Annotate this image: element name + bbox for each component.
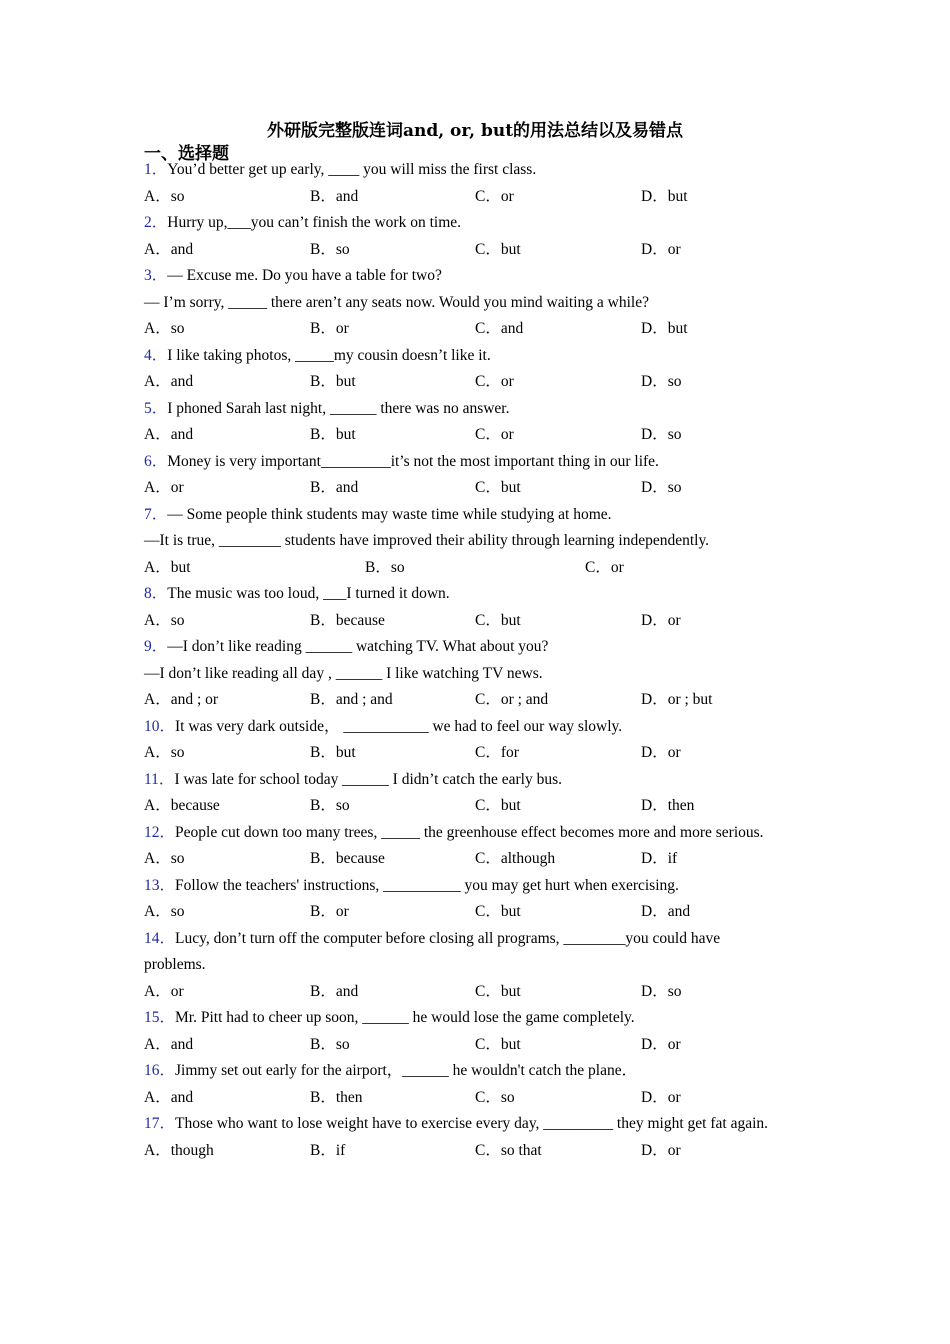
answer-option-a[interactable]: A．or <box>144 982 184 1000</box>
answer-option-c[interactable]: C．although <box>475 850 556 867</box>
answer-option-a[interactable]: A．so <box>144 744 185 761</box>
question-stem <box>144 714 784 741</box>
question-text: I like taking photos, _____my cousin doesn’t like it. <box>167 346 491 364</box>
question-stem <box>144 1111 784 1138</box>
answer-option-a[interactable]: A．or <box>144 479 184 496</box>
question-number: 3． <box>144 267 168 284</box>
question-list <box>144 157 784 1164</box>
answer-option-b[interactable]: B．but <box>310 744 356 761</box>
answer-option-b[interactable]: B．so <box>365 558 405 576</box>
question-stem <box>144 157 784 184</box>
answer-options <box>144 369 784 396</box>
question-stem <box>144 873 784 900</box>
question-text: I phoned Sarah last night, ______ there was no answer. <box>167 399 510 417</box>
answer-option-d[interactable]: D．if <box>641 850 678 867</box>
answer-option-b[interactable]: B．or <box>310 320 349 337</box>
question-number: 7． <box>144 505 168 523</box>
answer-option-c[interactable]: C．but <box>475 611 521 629</box>
question-item <box>144 714 784 767</box>
question-item <box>144 634 784 714</box>
question-stem <box>144 820 784 847</box>
question-number: 10． <box>144 717 176 735</box>
question-number: 13． <box>144 876 176 894</box>
answer-options <box>144 793 784 820</box>
question-stem <box>144 767 784 794</box>
question-text: —It is true, ________ students have improved their ability through learning independently. <box>144 532 710 549</box>
answer-option-d[interactable]: D．but <box>641 320 688 337</box>
answer-option-b[interactable]: B．because <box>310 611 385 629</box>
document-title: 外研版完整版连词and, or, but的用法总结以及易错点 <box>266 121 684 141</box>
answer-option-d[interactable]: D．and <box>641 903 691 920</box>
answer-option-b[interactable]: B．but <box>310 426 356 443</box>
answer-option-c[interactable]: C．so <box>475 1088 515 1106</box>
answer-options <box>144 475 784 502</box>
question-item <box>144 343 784 396</box>
question-item <box>144 581 784 634</box>
answer-options <box>144 740 784 767</box>
question-text: Lucy, don’t turn off the computer before closing all programs, ________you could have problems. <box>144 929 721 973</box>
answer-option-d[interactable]: D．or <box>641 240 681 258</box>
answer-option-a[interactable]: A．so <box>144 187 185 205</box>
answer-option-d[interactable]: D．or <box>641 1035 681 1053</box>
question-item <box>144 1111 784 1164</box>
question-text: Hurry up,___you can’t finish the work on time. <box>167 214 462 231</box>
question-item <box>144 502 784 582</box>
answer-option-d[interactable]: D．or <box>641 1088 681 1106</box>
answer-option-d[interactable]: D．then <box>641 797 695 814</box>
answer-option-a[interactable]: A．though <box>144 1141 214 1159</box>
question-text: Those who want to lose weight have to exercise every day, _________ they might get fat again. <box>175 1115 769 1132</box>
question-text: —I don’t like reading all day , ______ I like watching TV news. <box>144 664 543 682</box>
question-number: 6． <box>144 452 168 470</box>
answer-option-d[interactable]: D．or <box>641 611 681 629</box>
answer-options <box>144 979 784 1006</box>
question-item <box>144 396 784 449</box>
question-dialogue-line <box>144 528 784 555</box>
answer-options <box>144 846 784 873</box>
answer-option-d[interactable]: D．or ; but <box>641 691 713 708</box>
answer-option-c[interactable]: C．but <box>475 1035 521 1053</box>
question-item <box>144 926 784 1006</box>
answer-option-a[interactable]: A．and ; or <box>144 691 219 708</box>
answer-options <box>144 422 784 449</box>
question-item <box>144 873 784 926</box>
question-item <box>144 1058 784 1111</box>
answer-options <box>144 687 784 714</box>
answer-option-c[interactable]: C．but <box>475 240 521 258</box>
question-number: 11． <box>144 770 175 788</box>
question-number: 9． <box>144 638 168 655</box>
answer-option-c[interactable]: C．but <box>475 797 521 814</box>
answer-option-a[interactable]: A．but <box>144 558 191 576</box>
section-heading: 一、选择题 <box>144 144 229 164</box>
question-text: It was very dark outside， ___________ we had to feel our way slowly. <box>175 717 623 735</box>
answer-option-b[interactable]: B．but <box>310 373 356 390</box>
question-stem <box>144 396 784 423</box>
answer-option-a[interactable]: A．and <box>144 1035 194 1053</box>
question-text: People cut down too many trees, _____ the greenhouse effect becomes more and more serious. <box>175 823 764 841</box>
question-item <box>144 449 784 502</box>
question-stem <box>144 926 784 979</box>
answer-option-c[interactable]: C．so that <box>475 1141 542 1159</box>
question-number: 8． <box>144 585 168 602</box>
question-number: 16． <box>144 1062 176 1079</box>
question-stem <box>144 210 784 237</box>
question-item <box>144 263 784 343</box>
answer-option-b[interactable]: B．and <box>310 187 359 205</box>
answer-options <box>144 184 784 211</box>
question-item <box>144 157 784 210</box>
answer-option-b[interactable]: B．and <box>310 479 359 496</box>
answer-option-d[interactable]: D．or <box>641 744 681 761</box>
question-number: 5． <box>144 399 168 417</box>
question-number: 17． <box>144 1115 176 1132</box>
answer-option-c[interactable]: C．or <box>475 187 514 205</box>
answer-option-b[interactable]: B．and <box>310 982 359 1000</box>
answer-option-c[interactable]: C．or ; and <box>475 691 549 708</box>
answer-options <box>144 555 784 582</box>
question-item <box>144 1005 784 1058</box>
answer-option-c[interactable]: C．or <box>475 373 514 390</box>
answer-option-c[interactable]: C．or <box>475 426 514 443</box>
question-stem <box>144 1058 784 1085</box>
answer-option-a[interactable]: A．because <box>144 797 220 814</box>
answer-option-b[interactable]: B．so <box>310 1035 350 1053</box>
question-number: 2． <box>144 214 168 231</box>
answer-options <box>144 1032 784 1059</box>
answer-option-c[interactable]: C．for <box>475 744 519 761</box>
answer-option-c[interactable]: C．or <box>585 558 624 576</box>
answer-option-a[interactable]: A．so <box>144 320 185 337</box>
question-text: —I don’t like reading ______ watching TV. What about you? <box>167 638 549 655</box>
answer-option-a[interactable]: A．so <box>144 850 185 867</box>
question-stem <box>144 1005 784 1032</box>
answer-option-b[interactable]: B．or <box>310 903 349 920</box>
answer-option-a[interactable]: A．so <box>144 611 185 629</box>
question-stem <box>144 581 784 608</box>
answer-option-d[interactable]: D．or <box>641 1141 681 1159</box>
question-text: — Excuse me. Do you have a table for two? <box>167 267 442 284</box>
question-text: — I’m sorry, _____ there aren’t any seats now. Would you mind waiting a while? <box>144 293 649 311</box>
question-number: 14． <box>144 929 176 947</box>
answer-option-a[interactable]: A．so <box>144 903 185 920</box>
question-dialogue-line <box>144 290 784 317</box>
answer-option-a[interactable]: A．and <box>144 1088 194 1106</box>
question-number: 1． <box>144 161 168 178</box>
answer-options <box>144 1085 784 1112</box>
question-stem <box>144 634 784 661</box>
question-stem <box>144 502 784 529</box>
answer-option-a[interactable]: A．and <box>144 240 194 258</box>
answer-options <box>144 899 784 926</box>
question-text: The music was too loud, ___I turned it down. <box>167 585 450 602</box>
answer-option-c[interactable]: C．and <box>475 320 524 337</box>
question-item <box>144 210 784 263</box>
answer-option-b[interactable]: B．then <box>310 1088 363 1106</box>
question-number: 15． <box>144 1009 176 1026</box>
answer-option-c[interactable]: C．but <box>475 479 521 496</box>
answer-option-b[interactable]: B．if <box>310 1141 346 1159</box>
answer-option-d[interactable]: D．so <box>641 982 682 1000</box>
answer-option-c[interactable]: C．but <box>475 903 521 920</box>
question-text: — Some people think students may waste time while studying at home. <box>167 505 612 523</box>
question-stem <box>144 343 784 370</box>
answer-option-b[interactable]: B．because <box>310 850 385 867</box>
question-text: You’d better get up early, ____ you will miss the first class. <box>167 161 537 178</box>
question-text: Follow the teachers' instructions, __________ you may get hurt when exercising. <box>175 876 679 894</box>
answer-options <box>144 237 784 264</box>
question-text: Mr. Pitt had to cheer up soon, ______ he would lose the game completely. <box>175 1009 635 1026</box>
answer-options <box>144 608 784 635</box>
answer-option-d[interactable]: D．so <box>641 373 682 390</box>
question-stem <box>144 449 784 476</box>
answer-option-b[interactable]: B．so <box>310 797 350 814</box>
question-number: 12． <box>144 823 176 841</box>
question-item <box>144 820 784 873</box>
answer-option-c[interactable]: C．but <box>475 982 521 1000</box>
answer-options <box>144 1138 784 1165</box>
answer-option-b[interactable]: B．and ; and <box>310 691 393 708</box>
answer-options <box>144 316 784 343</box>
question-number: 4． <box>144 346 168 364</box>
answer-option-d[interactable]: D．so <box>641 479 682 496</box>
question-text: I was late for school today ______ I didn’t catch the early bus. <box>174 770 562 788</box>
question-item <box>144 767 784 820</box>
answer-option-b[interactable]: B．so <box>310 240 350 258</box>
answer-option-a[interactable]: A．and <box>144 373 194 390</box>
answer-option-d[interactable]: D．so <box>641 426 682 443</box>
question-dialogue-line <box>144 661 784 688</box>
answer-option-a[interactable]: A．and <box>144 426 194 443</box>
question-text: Jimmy set out early for the airport，______ he wouldn't catch the plane． <box>175 1062 638 1079</box>
question-text: Money is very important_________it’s not the most important thing in our life. <box>167 452 659 470</box>
answer-option-d[interactable]: D．but <box>641 187 688 205</box>
question-stem <box>144 263 784 290</box>
